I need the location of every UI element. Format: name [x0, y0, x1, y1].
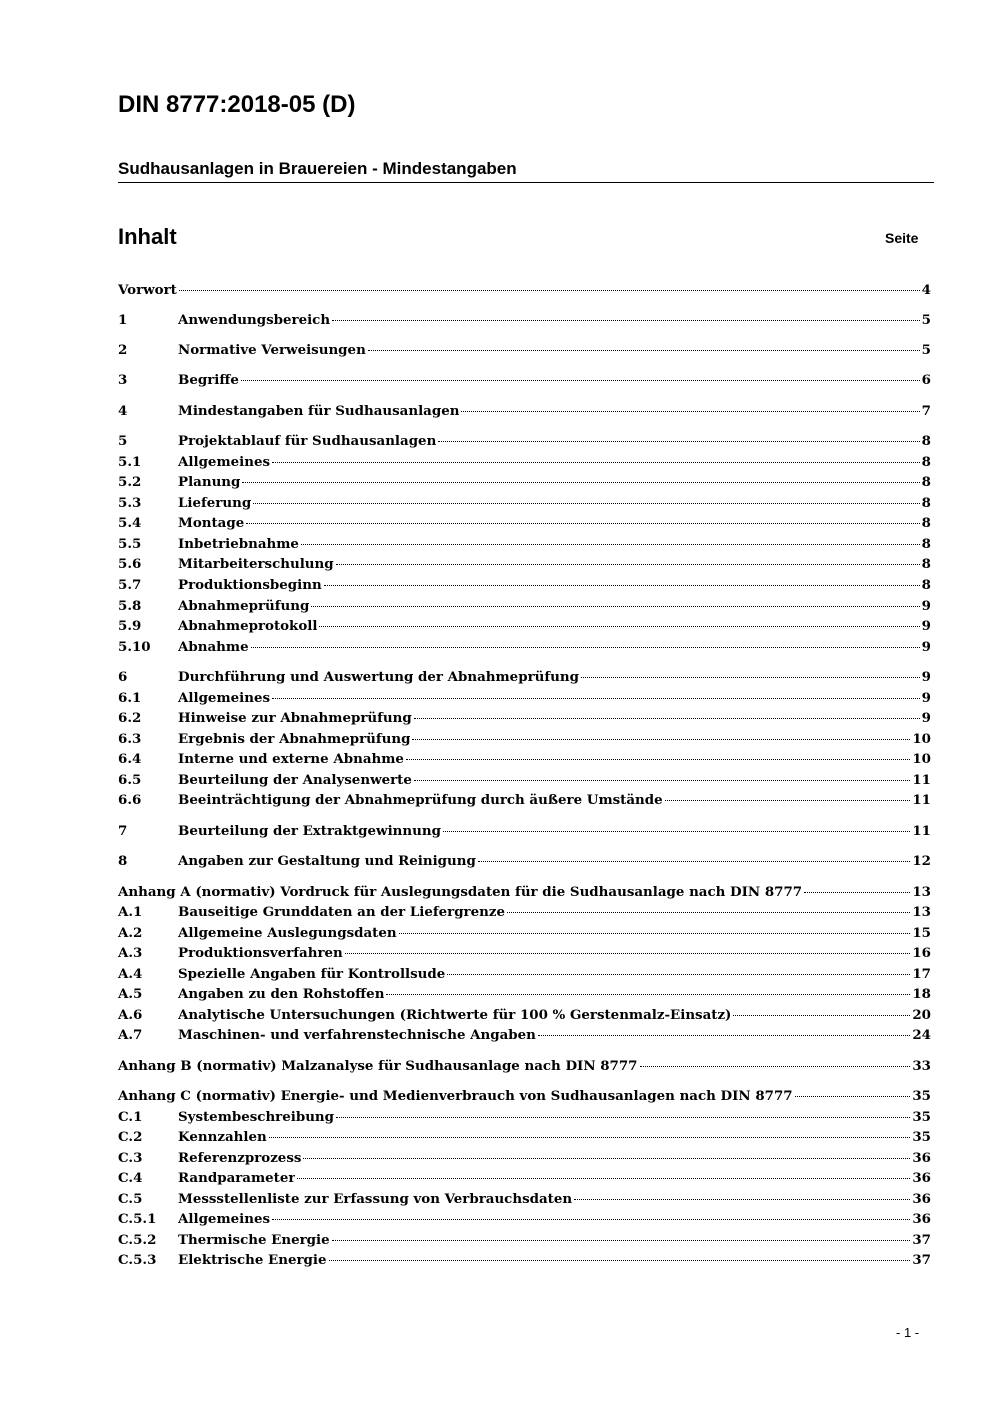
toc-entry-number: A.6: [118, 1007, 143, 1023]
toc-entry-title: Hinweise zur Abnahmeprüfung: [178, 710, 412, 726]
toc-entry-page: 18: [912, 986, 931, 1002]
toc-entry[interactable]: [118, 1168, 931, 1188]
toc-page-column-label: Seite: [885, 230, 919, 246]
toc-entry-page: 10: [912, 731, 931, 747]
toc-entry-title: Kennzahlen: [178, 1129, 267, 1145]
toc-entry-number: 4: [118, 403, 128, 419]
toc-entry-number: 6: [118, 669, 128, 685]
toc-dot-leader: [406, 759, 910, 760]
toc-dot-leader: [336, 564, 920, 565]
toc-dot-leader: [478, 861, 910, 862]
toc-entry-number: A.2: [118, 925, 143, 941]
toc-entry-title: Beeinträchtigung der Abnahmeprüfung durch äußere Umstände: [178, 792, 663, 808]
toc-dot-leader: [665, 800, 911, 801]
toc-entry[interactable]: [118, 667, 931, 687]
toc-entry-number: C.3: [118, 1150, 143, 1166]
toc-dot-leader: [581, 677, 920, 678]
toc-entry[interactable]: [118, 1230, 931, 1250]
toc-entry-page: 16: [912, 945, 931, 961]
toc-entry-title: Montage: [178, 515, 245, 531]
toc-entry-page: 13: [912, 884, 931, 900]
toc-entry[interactable]: [118, 943, 931, 963]
toc-entry-title: Planung: [178, 474, 241, 490]
toc-dot-leader: [443, 831, 910, 832]
toc-entry-title: Randparameter: [178, 1170, 296, 1186]
toc-entry-number: 5.3: [118, 495, 142, 511]
toc-entry-number: C.1: [118, 1109, 143, 1125]
toc-dot-leader: [301, 544, 920, 545]
toc-entry-title: Produktionsverfahren: [178, 945, 343, 961]
toc-entry-page: 8: [921, 577, 931, 593]
toc-entry[interactable]: [118, 923, 931, 943]
toc-entry-page: 36: [912, 1150, 931, 1166]
toc-dot-leader: [272, 462, 920, 463]
toc-entry-number: C.2: [118, 1129, 143, 1145]
toc-entry-page: 5: [921, 312, 931, 328]
toc-entry-number: 8: [118, 853, 128, 869]
toc-dot-leader: [179, 290, 920, 291]
toc-entry[interactable]: [118, 984, 931, 1004]
toc-entry-page: 36: [912, 1211, 931, 1227]
toc-entry[interactable]: [118, 1127, 931, 1147]
toc-entry-number: Anhang A (normativ) Vordruck für Auslegungsdaten für die Sudhausanlage nach DIN 8777: [118, 884, 803, 900]
toc-entry-number: Vorwort: [118, 282, 177, 298]
toc-entry-number: 7: [118, 823, 128, 839]
toc-dot-leader: [412, 739, 910, 740]
toc-entry-page: 35: [912, 1109, 931, 1125]
toc-entry[interactable]: [118, 596, 931, 616]
toc-entry-page: 9: [921, 669, 931, 685]
toc-entry[interactable]: [118, 513, 931, 533]
toc-entry-title: Abnahmeprüfung: [178, 598, 310, 614]
page-number: - 1 -: [896, 1325, 920, 1340]
toc-entry-page: 12: [912, 853, 931, 869]
toc-entry-page: 11: [912, 823, 931, 839]
toc-dot-leader: [336, 1117, 910, 1118]
toc-entry[interactable]: [118, 616, 931, 636]
toc-entry[interactable]: [118, 749, 931, 769]
toc-dot-leader: [640, 1066, 911, 1067]
toc-entry[interactable]: [118, 1005, 931, 1025]
toc-entry-title: Bauseitige Grunddaten an der Liefergrenze: [178, 904, 505, 920]
toc-entry-page: 4: [921, 282, 931, 298]
toc-entry[interactable]: [118, 790, 931, 810]
toc-entry-page: 11: [912, 792, 931, 808]
toc-dot-leader: [447, 974, 910, 975]
toc-entry-title: Mindestangaben für Sudhausanlagen: [178, 403, 460, 419]
toc-entry[interactable]: [118, 472, 931, 492]
toc-entry-page: 37: [912, 1232, 931, 1248]
toc-entry-page: 8: [921, 454, 931, 470]
toc-entry-page: 9: [921, 598, 931, 614]
toc-entry[interactable]: [118, 821, 931, 841]
toc-entry-number: 5.5: [118, 536, 142, 552]
toc-entry-title: Begriffe: [178, 372, 239, 388]
toc-entry-number: 1: [118, 312, 128, 328]
toc-entry-number: 5.2: [118, 474, 142, 490]
toc-entry-number: Anhang C (normativ) Energie- und Medienverbrauch von Sudhausanlagen nach DIN 8777: [118, 1088, 793, 1104]
toc-entry-page: 8: [921, 495, 931, 511]
toc-entry[interactable]: [118, 770, 931, 790]
toc-entry-number: 5.4: [118, 515, 142, 531]
toc-dot-leader: [269, 1137, 911, 1138]
toc-entry[interactable]: [118, 637, 931, 657]
toc-entry[interactable]: [118, 575, 931, 595]
toc-entry-number: A.1: [118, 904, 143, 920]
toc-entry[interactable]: [118, 554, 931, 574]
toc-dot-leader: [368, 350, 920, 351]
toc-entry-title: Allgemeine Auslegungsdaten: [178, 925, 397, 941]
toc-entry-title: Ergebnis der Abnahmeprüfung: [178, 731, 411, 747]
toc-entry-number: C.5: [118, 1191, 143, 1207]
toc-entry-title: Messstellenliste zur Erfassung von Verbrauchsdaten: [178, 1191, 573, 1207]
toc-dot-leader: [253, 503, 919, 504]
toc-entry-title: Beurteilung der Extraktgewinnung: [178, 823, 441, 839]
toc-entry-title: Maschinen- und verfahrenstechnische Angaben: [178, 1027, 536, 1043]
toc-entry[interactable]: [118, 534, 931, 554]
toc-entry-page: 8: [921, 556, 931, 572]
toc-entry-number: C.5.1: [118, 1211, 157, 1227]
toc-dot-leader: [251, 647, 920, 648]
toc-entry-page: 8: [921, 433, 931, 449]
toc-entry-title: Abnahme: [178, 639, 249, 655]
toc-entry-number: A.4: [118, 966, 143, 982]
toc-entry-number: 5: [118, 433, 128, 449]
toc-heading: Inhalt: [118, 224, 177, 249]
toc-entry-number: 5.6: [118, 556, 142, 572]
toc-dot-leader: [272, 698, 920, 699]
toc-entry-title: Allgemeines: [178, 690, 271, 706]
toc-dot-leader: [438, 441, 919, 442]
toc-entry-page: 35: [912, 1129, 931, 1145]
toc-entry-number: Anhang B (normativ) Malzanalyse für Sudhausanlage nach DIN 8777: [118, 1058, 638, 1074]
toc-entry-page: 8: [921, 474, 931, 490]
toc-dot-leader: [345, 953, 911, 954]
toc-dot-leader: [311, 606, 919, 607]
toc-entry-page: 15: [912, 925, 931, 941]
toc-entry-page: 8: [921, 536, 931, 552]
toc-entry-page: 20: [912, 1007, 931, 1023]
toc-entry[interactable]: [118, 1107, 931, 1127]
toc-entry[interactable]: [118, 902, 931, 922]
toc-entry[interactable]: [118, 1148, 931, 1168]
toc-entry-number: A.7: [118, 1027, 143, 1043]
toc-entry-title: Elektrische Energie: [178, 1252, 327, 1268]
toc-dot-leader: [414, 718, 920, 719]
toc-dot-leader: [242, 482, 919, 483]
toc-entry-title: Allgemeines: [178, 1211, 271, 1227]
toc-entry-title: Analytische Untersuchungen (Richtwerte für 100 % Gerstenmalz-Einsatz): [178, 1007, 732, 1023]
toc-entry[interactable]: [118, 688, 931, 708]
toc-dot-leader: [319, 626, 919, 627]
toc-entry[interactable]: [118, 1025, 931, 1045]
toc-entry-title: Abnahmeprotokoll: [178, 618, 318, 634]
toc-entry-number: 6.4: [118, 751, 142, 767]
toc-entry[interactable]: [118, 340, 931, 360]
toc-dot-leader: [386, 994, 910, 995]
toc-entry-number: 5.10: [118, 639, 151, 655]
toc-entry-number: 5.7: [118, 577, 142, 593]
toc-dot-leader: [332, 1240, 911, 1241]
toc-entry[interactable]: [118, 280, 931, 300]
toc-entry[interactable]: [118, 964, 931, 984]
toc-entry-number: 5.1: [118, 454, 142, 470]
toc-dot-leader: [414, 780, 910, 781]
toc-entry-page: 35: [912, 1088, 931, 1104]
toc-entry-page: 37: [912, 1252, 931, 1268]
toc-entry-title: Allgemeines: [178, 454, 271, 470]
toc-entry-page: 11: [912, 772, 931, 788]
toc-dot-leader: [329, 1260, 911, 1261]
toc-dot-leader: [399, 933, 911, 934]
toc-entry-number: 6.6: [118, 792, 142, 808]
toc-entry[interactable]: [118, 1250, 931, 1270]
toc-dot-leader: [324, 585, 920, 586]
toc-entry-page: 36: [912, 1170, 931, 1186]
toc-entry-title: Lieferung: [178, 495, 252, 511]
toc-entry-title: Beurteilung der Analysenwerte: [178, 772, 412, 788]
toc-entry[interactable]: [118, 708, 931, 728]
toc-entry-title: Referenzprozess: [178, 1150, 302, 1166]
toc-entry-page: 36: [912, 1191, 931, 1207]
toc-entry-number: 3: [118, 372, 128, 388]
toc-entry-title: Projektablauf für Sudhausanlagen: [178, 433, 437, 449]
document-subtitle: Sudhausanlagen in Brauereien - Mindestangaben: [118, 159, 517, 178]
toc-entry-page: 9: [921, 690, 931, 706]
toc-entry-title: Angaben zur Gestaltung und Reinigung: [178, 853, 476, 869]
toc-entry-number: C.4: [118, 1170, 143, 1186]
toc-entry-title: Produktionsbeginn: [178, 577, 322, 593]
toc-dot-leader: [538, 1035, 910, 1036]
toc-entry-title: Interne und externe Abnahme: [178, 751, 404, 767]
toc-entry-title: Thermische Energie: [178, 1232, 330, 1248]
toc-entry[interactable]: [118, 882, 931, 902]
toc-entry-title: Durchführung und Auswertung der Abnahmeprüfung: [178, 669, 579, 685]
toc-entry[interactable]: [118, 1189, 931, 1209]
toc-dot-leader: [246, 523, 919, 524]
toc-entry[interactable]: [118, 1056, 931, 1076]
toc-entry-title: Systembeschreibung: [178, 1109, 335, 1125]
toc-entry-number: 6.5: [118, 772, 142, 788]
toc-entry-title: Angaben zu den Rohstoffen: [178, 986, 385, 1002]
toc-entry-page: 24: [912, 1027, 931, 1043]
subtitle-divider: [118, 182, 934, 183]
toc-entry-page: 7: [921, 403, 931, 419]
toc-entry-page: 9: [921, 710, 931, 726]
toc-entry[interactable]: [118, 452, 931, 472]
toc-entry[interactable]: [118, 729, 931, 749]
toc-dot-leader: [272, 1219, 910, 1220]
toc-entry-number: 6.3: [118, 731, 142, 747]
toc-entry[interactable]: [118, 310, 931, 330]
toc-dot-leader: [804, 892, 910, 893]
toc-entry-number: 5.9: [118, 618, 142, 634]
toc-dot-leader: [733, 1015, 910, 1016]
toc-entry-title: Spezielle Angaben für Kontrollsude: [178, 966, 446, 982]
document-title: DIN 8777:2018-05 (D): [118, 91, 356, 118]
toc-entry-page: 9: [921, 639, 931, 655]
toc-dot-leader: [332, 320, 920, 321]
toc-entry[interactable]: [118, 431, 931, 451]
toc-entry-number: 6.2: [118, 710, 142, 726]
toc-entry-page: 13: [912, 904, 931, 920]
toc-entry-number: 6.1: [118, 690, 142, 706]
toc-dot-leader: [574, 1199, 910, 1200]
toc-entry-page: 8: [921, 515, 931, 531]
toc-dot-leader: [795, 1096, 911, 1097]
toc-entry-number: A.3: [118, 945, 143, 961]
toc-entry-title: Anwendungsbereich: [178, 312, 331, 328]
toc-entry-page: 6: [921, 372, 931, 388]
toc-entry-page: 33: [912, 1058, 931, 1074]
toc-entry-number: A.5: [118, 986, 143, 1002]
toc-entry-page: 17: [912, 966, 931, 982]
toc-entry-number: 2: [118, 342, 128, 358]
toc-dot-leader: [507, 912, 910, 913]
toc-dot-leader: [241, 380, 920, 381]
toc-dot-leader: [297, 1178, 910, 1179]
toc-entry[interactable]: [118, 370, 931, 390]
toc-entry[interactable]: [118, 1209, 931, 1229]
toc-entry[interactable]: [118, 1086, 931, 1106]
toc-entry-title: Inbetriebnahme: [178, 536, 299, 552]
toc-entry[interactable]: [118, 401, 931, 421]
toc-dot-leader: [303, 1158, 910, 1159]
toc-entry[interactable]: [118, 493, 931, 513]
toc-entry[interactable]: [118, 851, 931, 871]
toc-dot-leader: [461, 411, 919, 412]
toc-entry-page: 9: [921, 618, 931, 634]
toc-entry-number: 5.8: [118, 598, 142, 614]
toc-entry-page: 10: [912, 751, 931, 767]
toc-entry-title: Normative Verweisungen: [178, 342, 366, 358]
toc-entry-number: C.5.2: [118, 1232, 157, 1248]
toc-entry-number: C.5.3: [118, 1252, 157, 1268]
toc-entry-page: 5: [921, 342, 931, 358]
toc-entry-title: Mitarbeiterschulung: [178, 556, 334, 572]
